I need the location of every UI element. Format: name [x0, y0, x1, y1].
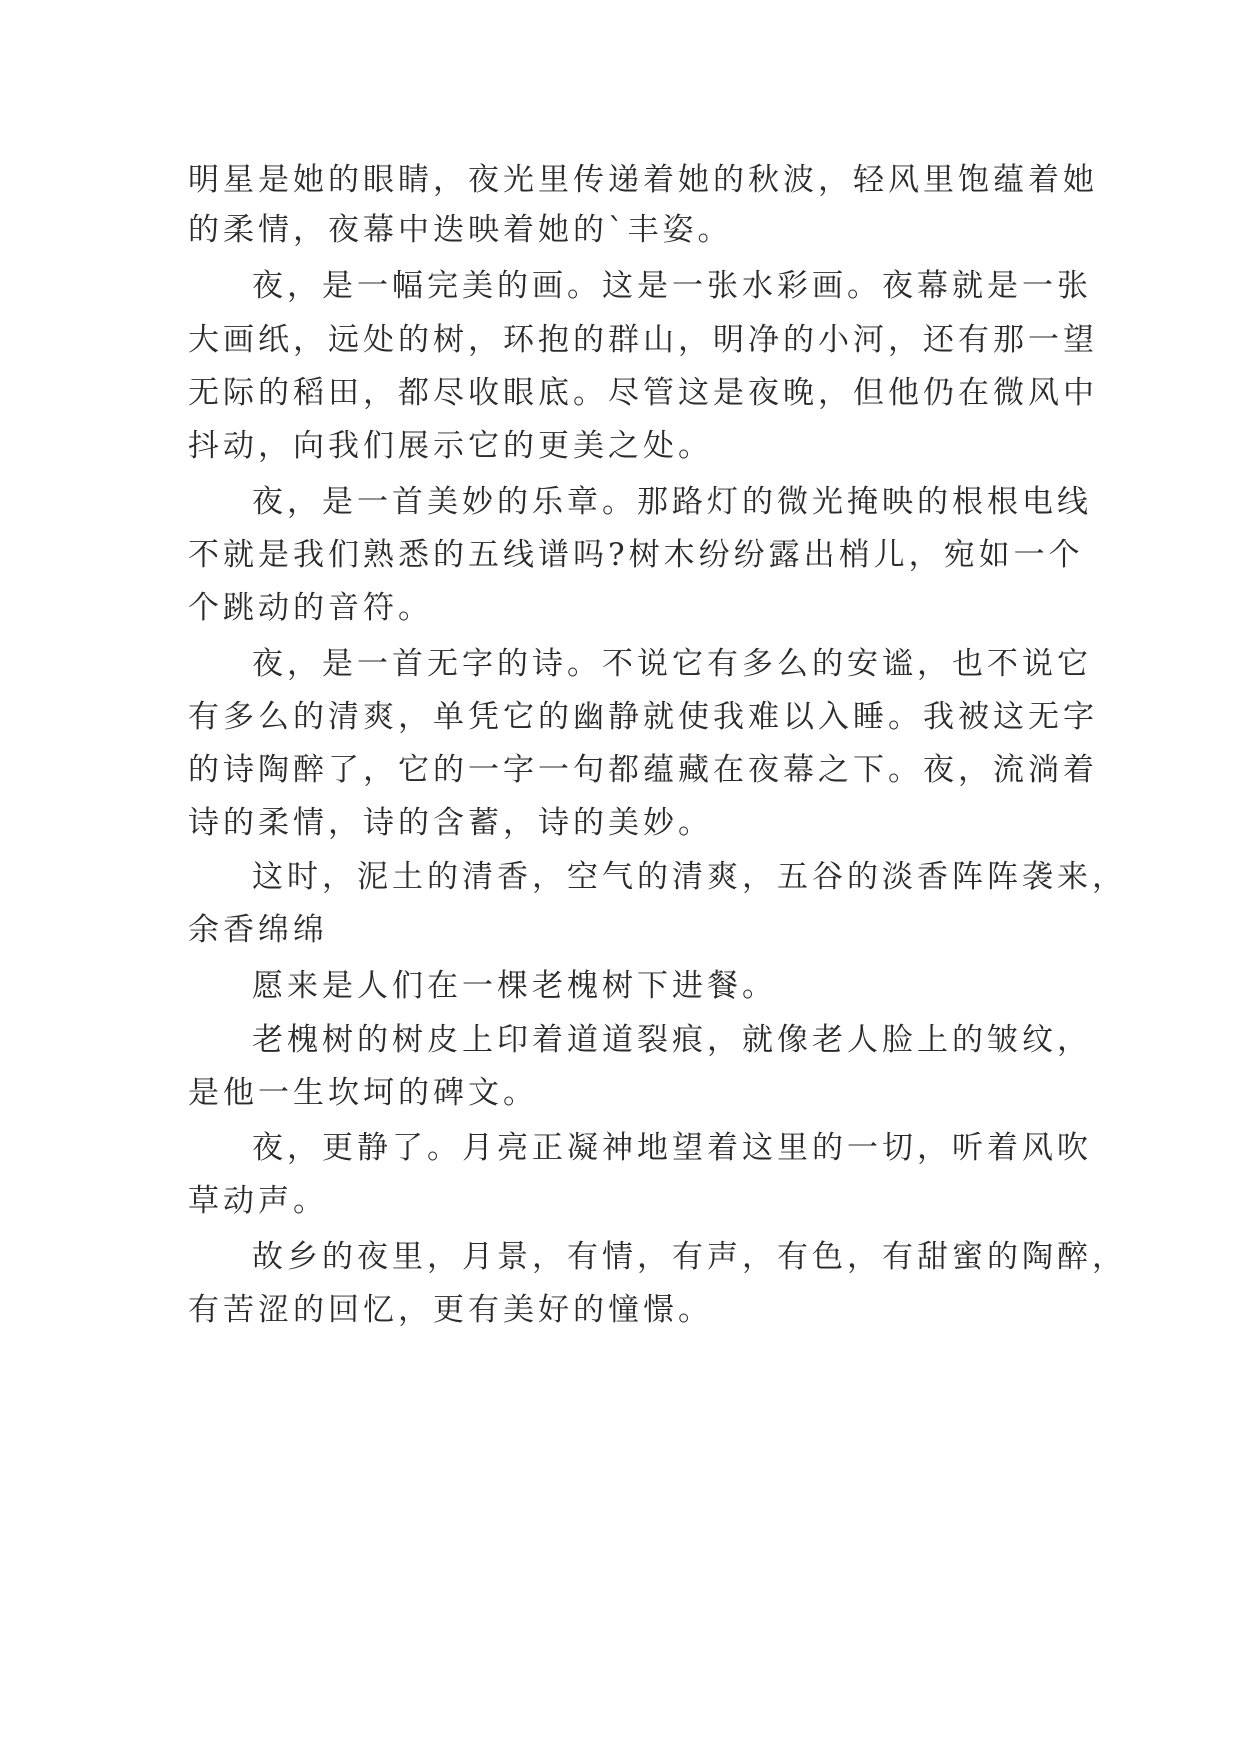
text-line: 不就是我们熟悉的五线谱吗?树木纷纷露出梢儿，宛如一个	[188, 537, 1084, 573]
paragraph-first-line: 这时，泥土的清香，空气的清爽，五谷的淡香阵阵袭来，	[252, 859, 1127, 895]
text-line: 的柔情，夜幕中迭映着她的`丰姿。	[188, 212, 733, 248]
paragraph-first-line: 老槐树的树皮上印着道道裂痕，就像老人脸上的皱纹，	[252, 1022, 1092, 1058]
paragraph-first-line: 愿来是人们在一棵老槐树下进餐。	[252, 968, 777, 1004]
text-line: 有苦涩的回忆，更有美好的憧憬。	[188, 1292, 713, 1328]
text-line: 大画纸，远处的树，环抱的群山，明净的小河，还有那一望	[188, 322, 1098, 358]
text-line: 诗的柔情，诗的含蓄，诗的美妙。	[188, 805, 713, 841]
paragraph-first-line: 故乡的夜里，月景，有情，有声，有色，有甜蜜的陶醉，	[252, 1239, 1127, 1275]
text-line: 的诗陶醉了，它的一字一句都蕴藏在夜幕之下。夜，流淌着	[188, 752, 1098, 788]
text-line: 抖动，向我们展示它的更美之处。	[188, 428, 713, 464]
paragraph-first-line: 夜，是一首无字的诗。不说它有多么的安谧，也不说它	[252, 646, 1092, 682]
text-line: 无际的稻田，都尽收眼底。尽管这是夜晚，但他仍在微风中	[188, 375, 1098, 411]
paragraph-first-line: 夜，更静了。月亮正凝神地望着这里的一切，听着风吹	[252, 1130, 1092, 1166]
text-line: 有多么的清爽，单凭它的幽静就使我难以入睡。我被这无字	[188, 699, 1098, 735]
text-line: 明星是她的眼睛，夜光里传递着她的秋波，轻风里饱蕴着她	[188, 162, 1098, 198]
text-line: 是他一生坎坷的碑文。	[188, 1075, 538, 1111]
text-line: 余香绵绵	[188, 912, 328, 948]
paragraph-first-line: 夜，是一首美妙的乐章。那路灯的微光掩映的根根电线	[252, 484, 1092, 520]
text-line: 个跳动的音符。	[188, 590, 433, 626]
paragraph-first-line: 夜，是一幅完美的画。这是一张水彩画。夜幕就是一张	[252, 268, 1092, 304]
text-line: 草动声。	[188, 1183, 328, 1219]
